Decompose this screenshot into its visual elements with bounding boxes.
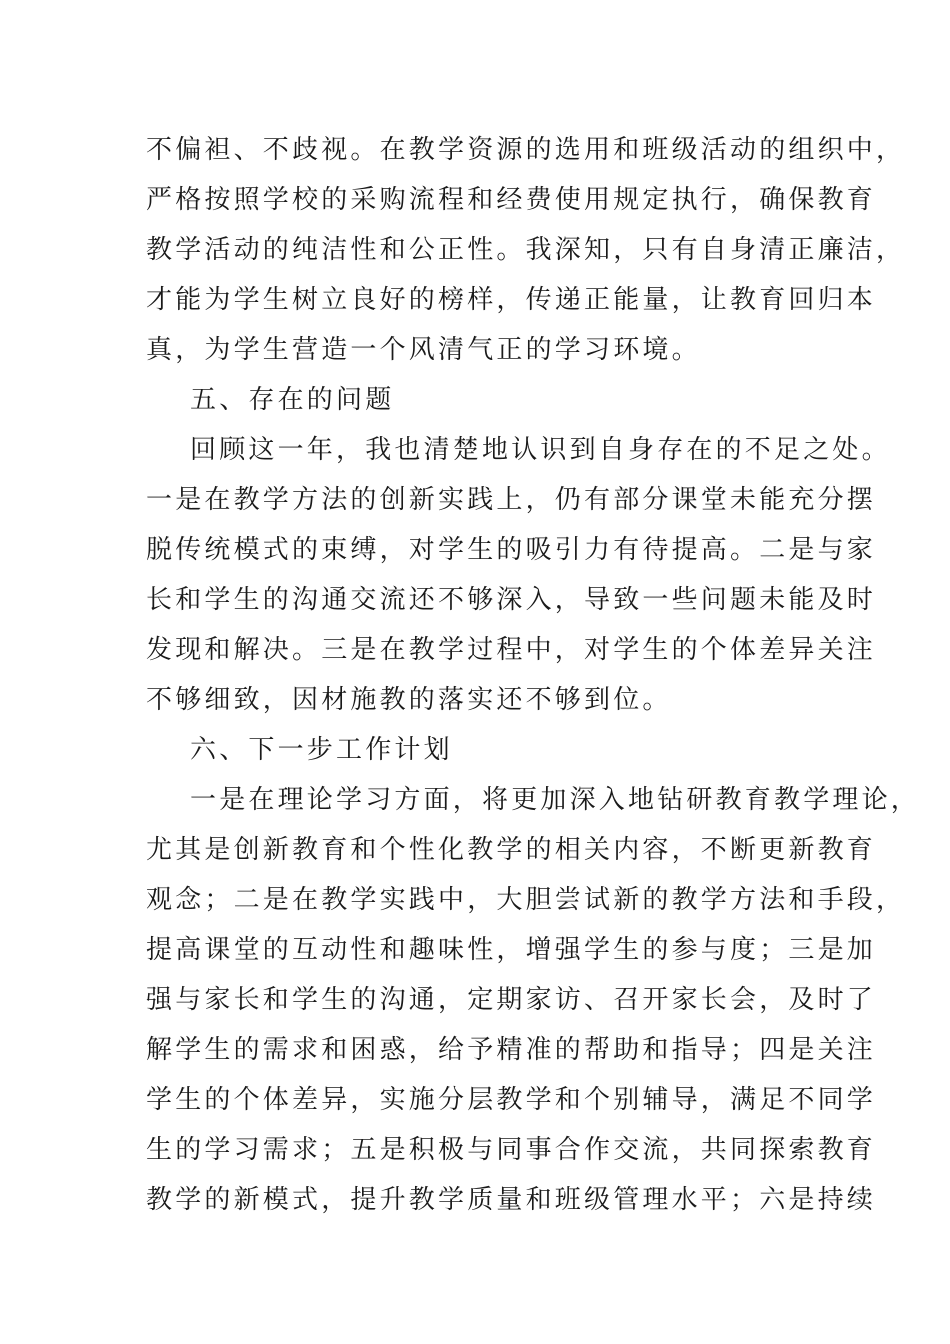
text-line: 学生的个体差异，实施分层教学和个别辅导，满足不同学 bbox=[146, 1085, 877, 1115]
text-line: 解学生的需求和困惑，给予精准的帮助和指导；四是关注 bbox=[146, 1035, 877, 1065]
text-line: 才能为学生树立良好的榜样，传递正能量，让教育回归本 bbox=[146, 285, 877, 315]
text-line: 长和学生的沟通交流还不够深入，导致一些问题未能及时 bbox=[146, 585, 877, 615]
text-line: 一是在教学方法的创新实践上，仍有部分课堂未能充分摆 bbox=[146, 485, 877, 515]
text-line: 强与家长和学生的沟通，定期家访、召开家长会，及时了 bbox=[146, 985, 877, 1015]
paragraph-first-line: 回顾这一年，我也清楚地认识到自身存在的不足之处。 bbox=[190, 435, 891, 465]
text-line: 不偏袒、不歧视。在教学资源的选用和班级活动的组织中， bbox=[146, 135, 906, 165]
text-line: 严格按照学校的采购流程和经费使用规定执行，确保教育 bbox=[146, 185, 877, 215]
text-line: 脱传统模式的束缚，对学生的吸引力有待提高。二是与家 bbox=[146, 535, 877, 565]
text-line: 尤其是创新教育和个性化教学的相关内容，不断更新教育 bbox=[146, 835, 877, 865]
text-line: 教学活动的纯洁性和公正性。我深知，只有自身清正廉洁， bbox=[146, 235, 906, 265]
paragraph-first-line: 一是在理论学习方面，将更加深入地钻研教育教学理论， bbox=[190, 785, 921, 815]
section-heading: 五、存在的问题 bbox=[190, 385, 395, 415]
text-line: 不够细致，因材施教的落实还不够到位。 bbox=[146, 685, 672, 715]
text-line: 提高课堂的互动性和趣味性，增强学生的参与度；三是加 bbox=[146, 935, 877, 965]
text-line: 真，为学生营造一个风清气正的学习环境。 bbox=[146, 335, 701, 365]
text-line: 观念；二是在教学实践中，大胆尝试新的教学方法和手段， bbox=[146, 885, 906, 915]
text-line: 教学的新模式，提升教学质量和班级管理水平；六是持续 bbox=[146, 1185, 877, 1215]
section-heading: 六、下一步工作计划 bbox=[190, 735, 453, 765]
text-line: 生的学习需求；五是积极与同事合作交流，共同探索教育 bbox=[146, 1135, 877, 1165]
text-line: 发现和解决。三是在教学过程中，对学生的个体差异关注 bbox=[146, 635, 877, 665]
